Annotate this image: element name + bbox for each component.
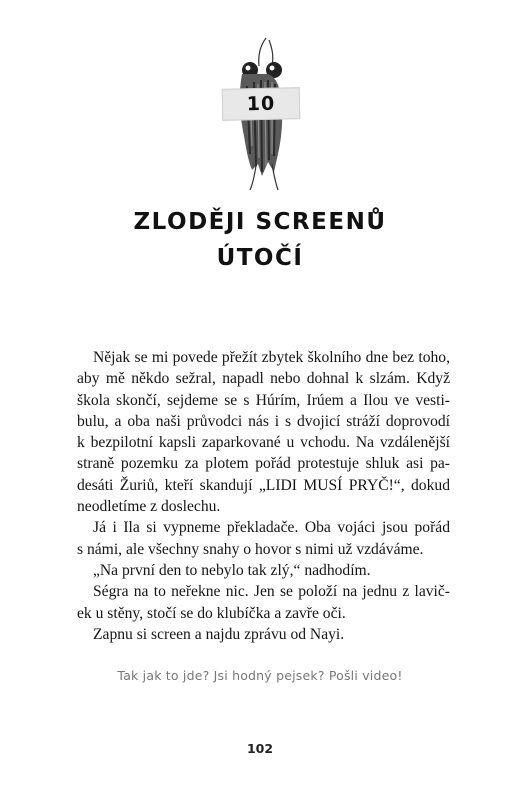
text-line: desáti Žuriů, kteří skandují „LIDI MUSÍ PRYČ!“, dokud — [77, 476, 450, 494]
text-line: aby mě někdo sežral, napadl nebo dohnal k slzám. Když — [77, 370, 450, 388]
text-line: „Na první den to nebylo tak zlý,“ nadhodím. — [93, 561, 371, 579]
chapter-title — [0, 204, 520, 276]
text-line: straně pozemku za plotem pořád protestuje shluk asi pa- — [77, 455, 450, 473]
chapter-number: 10 — [222, 87, 301, 121]
screen-message: Tak jak to jde? Jsi hodný pejsek? Pošli video! — [117, 668, 403, 683]
text-line: škola skončí, sejdeme se s Húrím, Irúem a Ilou ve vesti- — [77, 391, 450, 409]
text-line: Zapnu si screen a najdu zprávu od Nayi. — [93, 625, 345, 643]
page-number: 102 — [246, 741, 274, 756]
text-line: ek u stěny, stočí se do klubíčka a zavře oči. — [77, 604, 346, 622]
body-text — [77, 347, 450, 645]
text-line: Ségra na to neřekne nic. Jen se položí na jednu z lavič- — [93, 583, 450, 601]
chapter-title-line: ZLODĚJI SCREENŮ — [133, 209, 387, 235]
text-line: neodletíme z doslechu. — [77, 498, 221, 516]
text-line: Nějak se mi povede přežít zbytek školního dne bez toho, — [93, 349, 450, 366]
text-line: s námi, ale všechny snahy o hovor s nimi už vzdáváme. — [77, 540, 424, 558]
chapter-title-line: ÚTOČÍ — [216, 245, 304, 271]
text-line: Já i Ila si vypneme překladače. Oba vojáci jsou pořád — [93, 519, 450, 537]
text-line: k bezpilotní kapsli zaparkované u vchodu. Na vzdálenější — [77, 434, 450, 452]
text-line: bulu, a oba naši průvodci nás i s dvojicí stráží doprovodí — [77, 412, 450, 430]
